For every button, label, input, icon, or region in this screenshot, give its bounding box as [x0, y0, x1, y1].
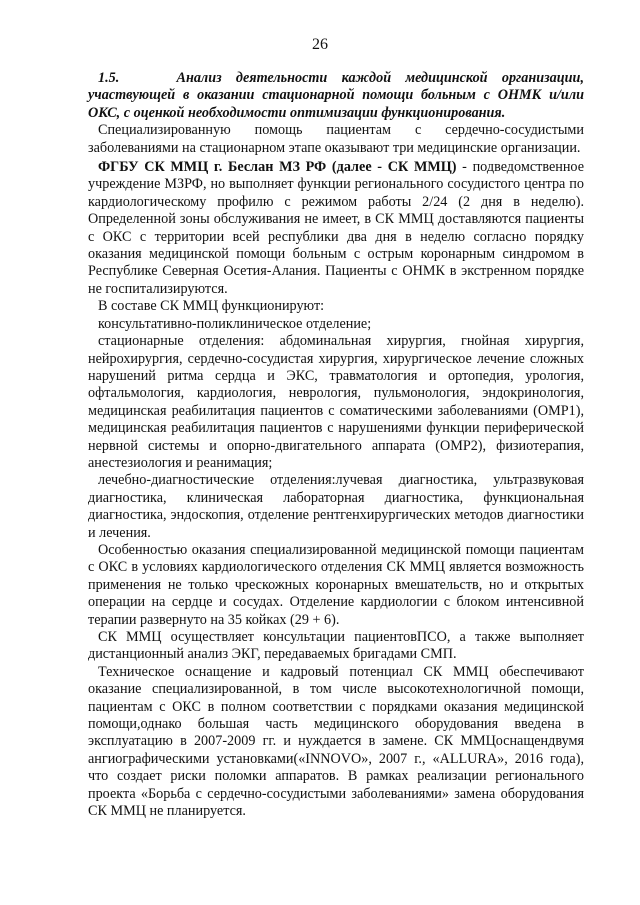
paragraph-composition: В составе СК ММЦ функционируют: — [98, 298, 325, 315]
section-number: 1.5. — [98, 70, 120, 86]
paragraph-equipment: Техническое оснащение и кадровый потенциал СК ММЦ обеспечивают оказание специализированной, в том числе высокотехнологичной помощи, пациентам с ОКС в полном соответствии с порядками оказания медицинской помощи,однако большая часть медицинского оборудования введена в эксплуатацию в 2007-2009 гг. и нуждается в замене. СК ММЦоснащендвумя ангиографическими установками(«INNOVO», 2007 г., «ALLURA», 2016 года), что создает риски поломки аппаратов. В рамках реализации регионального проекта «Борьба с сердечно-сосудистыми заболеваниями» замена оборудования СК ММЦ не планируется. — [88, 663, 584, 820]
paragraph-consultations: СК ММЦ осуществляет консультации пациентовПСО, а также выполняет дистанционный анализ ЭКГ, передаваемых бригадами СМП. — [88, 629, 584, 663]
page-number: 26 — [312, 36, 328, 53]
org-name: ФГБУ СК ММЦ г. Беслан МЗ РФ (далее - СК ММЦ) — [98, 159, 457, 176]
paragraph-org — [88, 159, 584, 298]
paragraph-intro: Специализированную помощь пациентам с сердечно-сосудистыми заболеваниями на стационарном этапе оказывают три медицинские организации. — [88, 122, 584, 156]
section-heading — [88, 70, 584, 122]
paragraph-consult: консультативно-поликлиническое отделение; — [98, 315, 372, 332]
paragraph-diagnostic: лечебно-диагностические отделения:лучевая диагностика, ультразвуковая диагностика, клиническая лабораторная диагностика, функциональная диагностика, эндоскопия, отделение рентгенхирургических методов диагностики и лечения. — [88, 472, 584, 541]
paragraph-feature: Особенностью оказания специализированной медицинской помощи пациентам с ОКС в условиях кардиологического отделения СК ММЦ является возможность применения не только чрескожных коронарных вмешательств, но и открытых операции на сердце и сосудах. Отделение кардиологии с блоком интенсивной терапии развернуто на 35 койках (29 + 6). — [88, 541, 584, 628]
section-title: Анализ деятельности каждой медицинской организации, участвующей в оказании стационарной помощи больным с ОНМК и/или ОКС, с оценкой необходимости оптимизации функционирования. — [88, 70, 584, 121]
paragraph-inpatient: стационарные отделения: абдоминальная хирургия, гнойная хирургия, нейрохирургия, сердечно-сосудистая хирургия, хирургическое лечение сложных нарушений ритма сердца и ЭКС, травматология и ортопедия, урология, офтальмология, кардиология, неврология, пульмонология, эндокринология, медицинская реабилитация пациентов с соматическими заболеваниями (ОМР1), медицинская реабилитация пациентов с нарушениями функции периферической нервной системы и опорно-двигательного аппарата (ОМР2), физиотерапия, анестезиология и реанимация; — [88, 333, 584, 471]
org-description: - подведомственное учреждение МЗРФ, но выполняет функции регионального сосудистого центра по кардиологическому профилю с режимом работы 2/24 (2 дня в неделю). Определенной зоны обслуживания не имеет, в СК ММЦ доставляются пациенты с ОКС с территории всей республики два дня в неделю согласно порядку оказания медицинской помощи больным с острым коронарным синдромом в Республике Северная Осетия-Алания. Пациенты с ОНМК в экстренном порядке не госпитализируются. — [88, 159, 584, 297]
document-body — [88, 70, 584, 820]
